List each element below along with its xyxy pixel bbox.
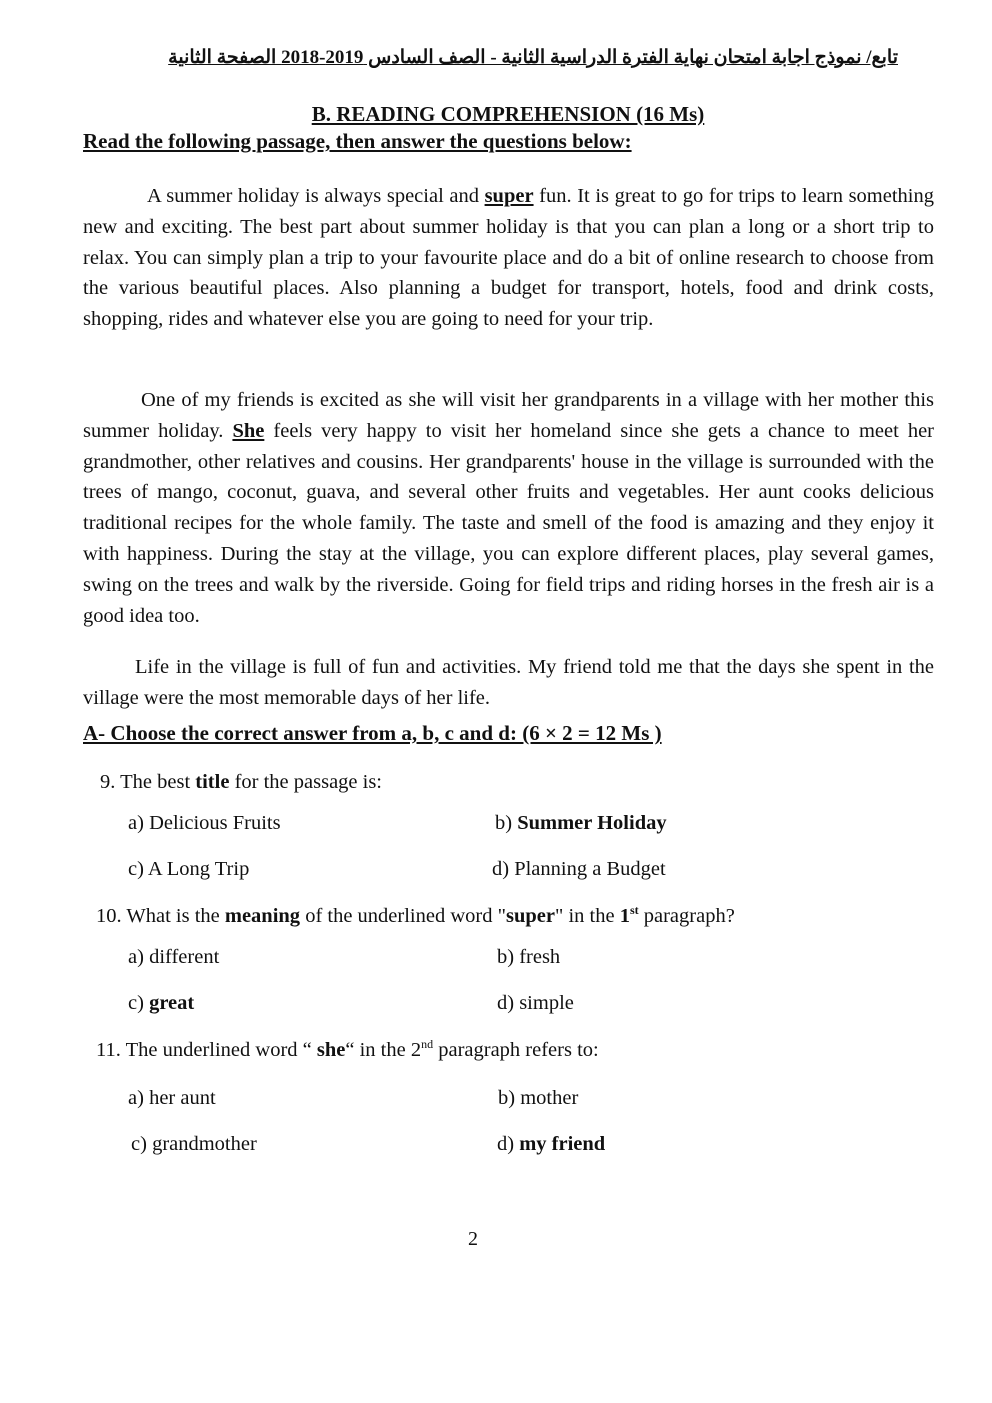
q11-option-d: d) my friend <box>497 1133 606 1155</box>
underlined-word-she: She <box>232 419 265 442</box>
part-a-title: A- Choose the correct answer from a, b, c and d: (6 × 2 = 12 Ms ) <box>83 721 662 745</box>
passage-paragraph-1: A summer holiday is always special and super fun. It is great to go for trips to learn something new and exciting. The best part about summer holiday is that you can plan a long or a short trip to relax. You can simply plan a trip to your favourite place and do a bit of online research to choose from the various beautiful places. Also planning a budget for transport, hotels, food and drink costs, shopping, rides and whatever else you are going to need for your trip. <box>83 185 934 331</box>
underlined-word-super: super <box>484 185 534 207</box>
q10-option-c: c) great <box>128 992 195 1014</box>
q11-option-a: a) her aunt <box>128 1087 216 1109</box>
passage-paragraph-2: One of my friends is excited as she will visit her grandparents in a village with her mother this summer holiday. She feels very happy to visit her homeland since she gets a chance to meet her grandmother, other relatives and cousins. Her grandparents' house in the village is surrounded with the trees of mango, coconut, guava, and several other fruits and vegetables. Her aunt cooks delicious traditional recipes for the whole family. The taste and smell of the food is amazing and they enjoy it with happiness. During the stay at the village, you can explore different places, play several games, swing on the trees and walk by the riverside. Going for field trips and riding horses in the fresh air is a good idea too. <box>83 389 935 627</box>
q10-option-d: d) simple <box>497 992 574 1014</box>
q9-option-d: d) Planning a Budget <box>492 858 666 880</box>
question-10: 10. What is the meaning of the underlined word "super" in the 1st paragraph? <box>96 903 735 927</box>
q9-option-c: c) A Long Trip <box>128 858 250 880</box>
q11-option-b: b) mother <box>498 1087 579 1109</box>
q10-option-a: a) different <box>128 946 220 968</box>
page-header: تابع/ نموذج اجابة امتحان نهاية الفترة الدراسية الثانية - الصف السادس 2019-2018 الصفحة الثانية <box>168 47 898 68</box>
question-11: 11. The underlined word “ she“ in the 2nd paragraph refers to: <box>96 1037 599 1061</box>
page-number: 2 <box>468 1228 478 1250</box>
instructions: Read the following passage, then answer the questions below: <box>83 129 632 153</box>
q9-option-a: a) Delicious Fruits <box>128 812 281 834</box>
q9-option-b: b) Summer Holiday <box>495 812 667 834</box>
section-title: B. READING COMPREHENSION (16 Ms) <box>311 102 705 126</box>
q11-option-c: c) grandmother <box>131 1133 257 1155</box>
passage-paragraph-3: Life in the village is full of fun and activities. My friend told me that the days she spent in the village were the most memorable days of her life. <box>83 656 934 709</box>
question-9: 9. The best title for the passage is: <box>100 771 383 793</box>
q10-option-b: b) fresh <box>497 946 561 968</box>
